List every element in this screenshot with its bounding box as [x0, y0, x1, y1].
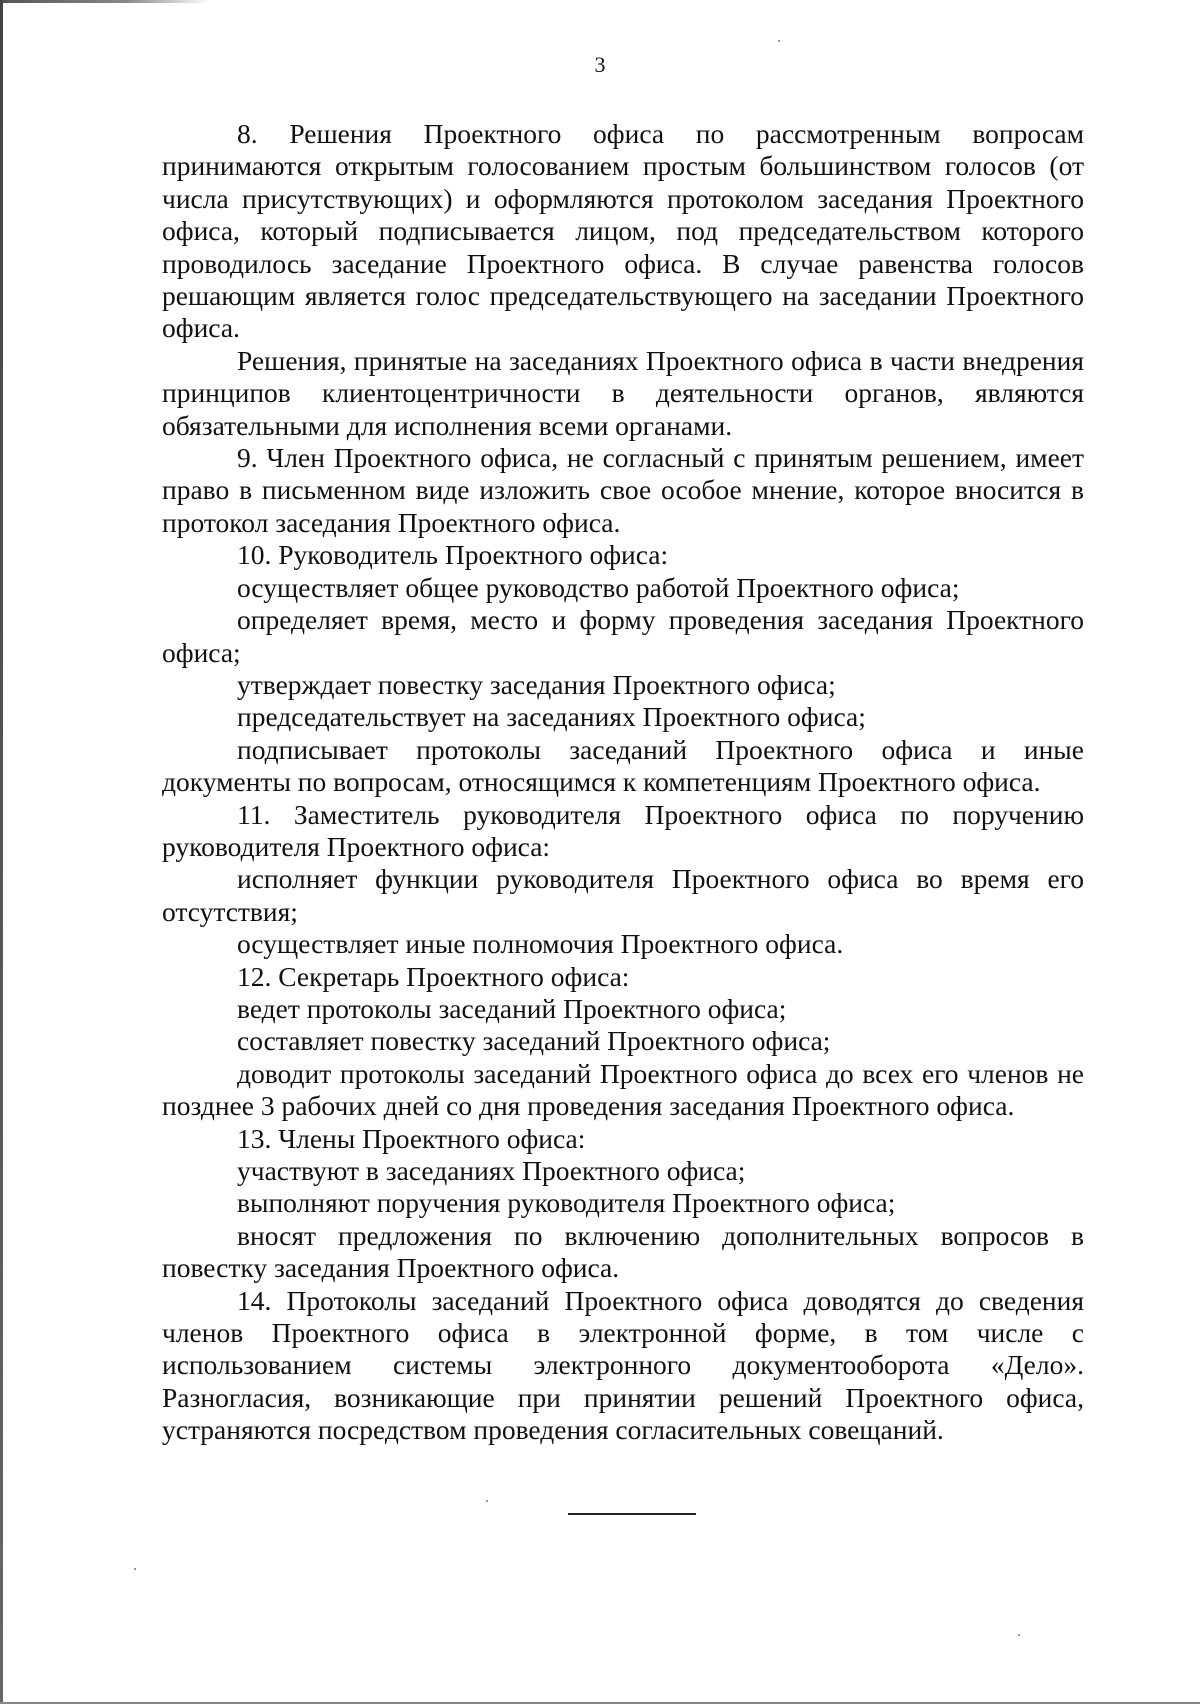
paragraph-10-item: председательствует на заседаниях Проектного офиса;	[237, 701, 866, 733]
paragraph-13-item: вносят предложения по включению дополнительных вопросов в повестку заседания Проектного офиса.	[162, 1219, 1084, 1284]
paragraph-10-item: утверждает повестку заседания Проектного офиса;	[237, 668, 836, 700]
paragraph-10-heading: 10. Руководитель Проектного офиса:	[237, 539, 669, 571]
paragraph-12-item: доводит протоколы заседаний Проектного офиса до всех его членов не позднее 3 рабочих дней со дня проведения заседания Проектного офиса.	[162, 1057, 1084, 1122]
document-body	[162, 118, 1084, 1447]
paragraph-12-item: составляет повестку заседаний Проектного офиса;	[237, 1025, 831, 1057]
paragraph-10-item: определяет время, место и форму проведения заседания Проектного офиса;	[162, 604, 1084, 668]
scan-speck	[486, 1500, 488, 1502]
paragraph-12-item: ведет протоколы заседаний Проектного офиса;	[237, 992, 787, 1024]
paragraph-10-item: подписывает протоколы заседаний Проектного офиса и иные документы по вопросам, относящимся к компетенциям Проектного офиса.	[162, 733, 1084, 798]
paragraph-14: 14. Протоколы заседаний Проектного офиса доводятся до сведения членов Проектного офиса в электронной форме, в том числе с использованием системы электронного документооборота «Дело». Разногласия, возникающие при принятии решений Проектного офиса, устраняются посредством проведения согласительных совещаний.	[162, 1284, 1084, 1446]
scan-speck	[1018, 1634, 1020, 1636]
scan-edge-left	[0, 0, 3, 1704]
paragraph-10-item: осуществляет общее руководство работой Проектного офиса;	[237, 571, 960, 603]
paragraph-11-heading: 11. Заместитель руководителя Проектного офиса по поручению руководителя Проектного офиса:	[162, 798, 1084, 862]
page-number: 3	[594, 52, 606, 77]
paragraph-13-heading: 13. Члены Проектного офиса:	[237, 1122, 586, 1154]
paragraph-8: 8. Решения Проектного офиса по рассмотренным вопросам принимаются открытым голосованием простым большинством голосов (от числа присутствующих) и оформляются протоколом заседания Проектного офиса, который подписывается лицом, под председательством которого проводилось заседание Проектного офиса. В случае равенства голосов решающим является голос председательствующего на заседании Проектного офиса.	[162, 118, 1084, 344]
scan-speck	[778, 40, 780, 42]
scan-edge-top	[0, 0, 210, 3]
paragraph-13-item: выполняют поручения руководителя Проектного офиса;	[237, 1187, 896, 1219]
paragraph-13-item: участвуют в заседаниях Проектного офиса;	[237, 1155, 746, 1186]
paragraph-8-decisions-binding: Решения, принятые на заседаниях Проектного офиса в части внедрения принципов клиентоцентричности в деятельности органов, являются обязательными для исполнения всеми органами.	[162, 344, 1084, 441]
end-of-document-rule	[568, 1513, 696, 1515]
paragraph-12-heading: 12. Секретарь Проектного офиса:	[237, 960, 630, 992]
paragraph-9: 9. Член Проектного офиса, не согласный с принятым решением, имеет право в письменном виде изложить свое особое мнение, которое вносится в протокол заседания Проектного офиса.	[162, 442, 1084, 538]
paragraph-11-item: исполняет функции руководителя Проектного офиса во время его отсутствия;	[162, 863, 1084, 927]
scan-speck	[134, 1568, 136, 1570]
paragraph-11-item: осуществляет иные полномочия Проектного офиса.	[237, 928, 844, 960]
